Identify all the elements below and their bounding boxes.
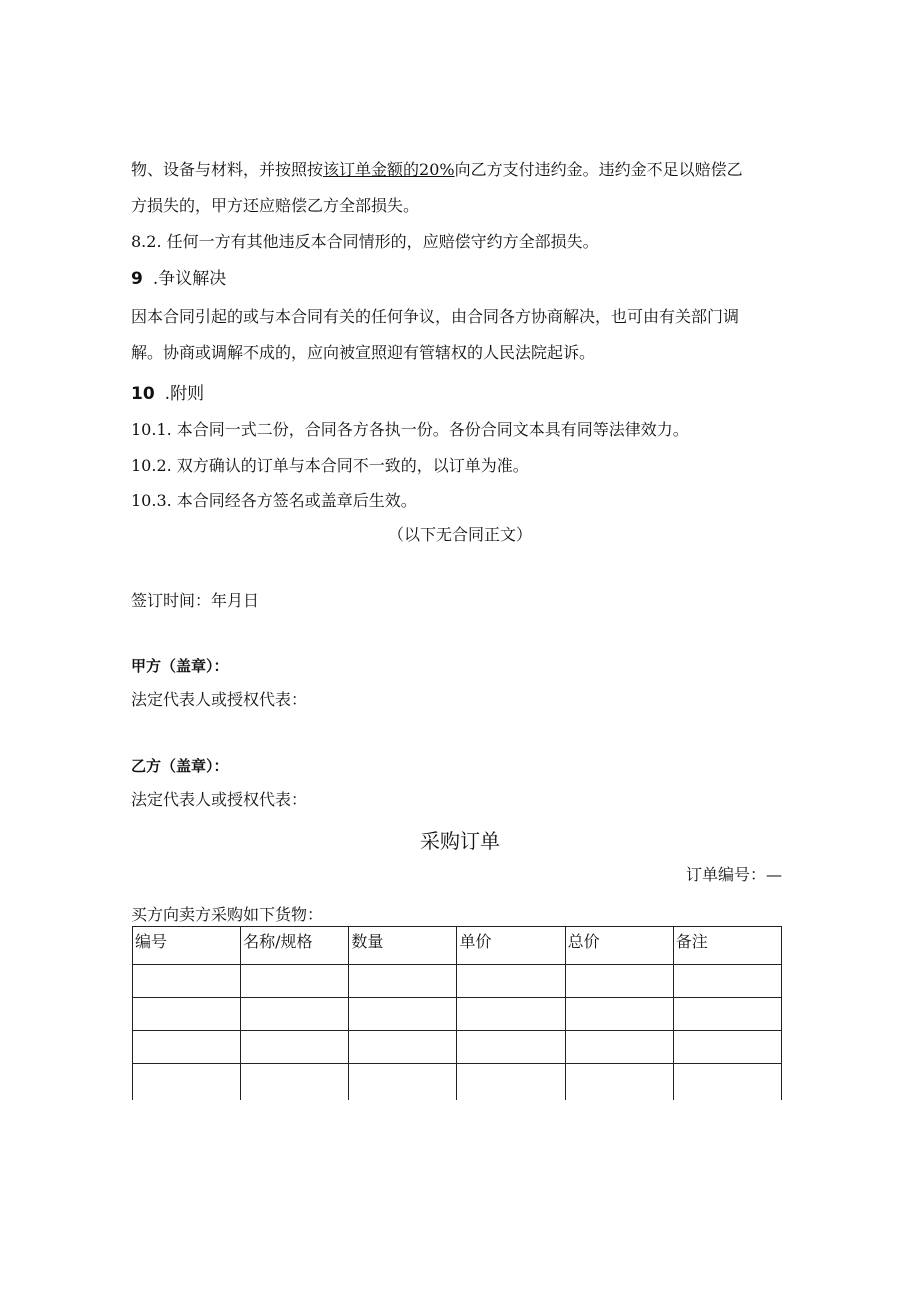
section-10-heading xyxy=(131,384,204,404)
table-cell xyxy=(565,1064,673,1101)
table-cell xyxy=(349,965,457,998)
purchase-order-title: 采购订单 xyxy=(420,829,500,853)
table-cell xyxy=(673,965,781,998)
clause-8-1-underlined-amount: 该订单金额的20% xyxy=(323,160,455,179)
table-cell xyxy=(133,965,241,998)
order-number: 订单编号：— xyxy=(685,865,782,884)
column-header-remarks: 备注 xyxy=(673,927,781,965)
table-cell xyxy=(457,965,565,998)
section-9-heading xyxy=(131,269,226,289)
table-cell xyxy=(565,965,673,998)
party-b-label: 乙方（盖章）： xyxy=(131,757,229,775)
table-cell xyxy=(241,1031,349,1064)
party-a-representative: 法定代表人或授权代表： xyxy=(131,690,308,709)
party-b-representative: 法定代表人或授权代表： xyxy=(131,790,308,809)
section-10-number: 10 xyxy=(131,384,155,404)
column-header-quantity: 数量 xyxy=(349,927,457,965)
column-header-name-spec: 名称/规格 xyxy=(241,927,349,965)
table-cell xyxy=(349,1064,457,1101)
table-header-row xyxy=(133,927,782,965)
table-cell xyxy=(133,998,241,1031)
party-a-label: 甲方（盖章）： xyxy=(131,657,229,675)
section-9-line-2: 解。协商或调解不成的，应向被宣照迎有管辖权的人民法院起诉。 xyxy=(131,343,596,362)
table-cell xyxy=(673,998,781,1031)
clause-10-2: 10.2. 双方确认的订单与本合同不一致的，以订单为准。 xyxy=(131,456,529,475)
clause-8-1-line-2: 方损失的，甲方还应赔偿乙方全部损失。 xyxy=(131,196,420,215)
table-cell xyxy=(457,1031,565,1064)
clause-8-1-text-pre: 物、设备与材料，并按照按 xyxy=(131,160,324,179)
section-9-title: .争议解决 xyxy=(152,269,227,289)
table-row xyxy=(133,1031,782,1064)
table-cell xyxy=(349,998,457,1031)
table-row xyxy=(133,1064,782,1101)
table-cell xyxy=(349,1031,457,1064)
end-of-contract-note: （以下无合同正文） xyxy=(387,525,532,544)
purchase-intro: 买方向卖方采购如下货物： xyxy=(131,905,324,924)
column-header-total-price: 总价 xyxy=(565,927,673,965)
table-cell xyxy=(457,1064,565,1101)
table-cell xyxy=(565,1031,673,1064)
table-cell xyxy=(457,998,565,1031)
signing-date: 签订时间：年月日 xyxy=(131,591,260,610)
column-header-number: 编号 xyxy=(133,927,241,965)
clause-8-1-text-post: 向乙方支付违约金。违约金不足以赔偿乙 xyxy=(454,160,743,179)
section-9-line-1: 因本合同引起的或与本合同有关的任何争议，由合同各方协商解决，也可由有关部门调 xyxy=(131,307,740,326)
clause-8-2: 8.2. 任何一方有其他违反本合同情形的，应赔偿守约方全部损失。 xyxy=(131,232,599,251)
clause-10-3: 10.3. 本合同经各方签名或盖章后生效。 xyxy=(131,491,417,510)
table-cell xyxy=(565,998,673,1031)
table-row xyxy=(133,965,782,998)
table-cell xyxy=(133,1031,241,1064)
table-cell xyxy=(673,1031,781,1064)
purchase-order-table xyxy=(132,926,782,1100)
table-cell xyxy=(241,1064,349,1101)
clause-10-1: 10.1. 本合同一式二份，合同各方各执一份。各份合同文本具有同等法律效力。 xyxy=(131,420,689,439)
table-cell xyxy=(241,965,349,998)
table-cell xyxy=(241,998,349,1031)
column-header-unit-price: 单价 xyxy=(457,927,565,965)
table-row xyxy=(133,998,782,1031)
table-cell xyxy=(133,1064,241,1101)
section-10-title: .附则 xyxy=(164,384,205,404)
table-cell xyxy=(673,1064,781,1101)
clause-8-1-line-1 xyxy=(131,160,743,180)
section-9-number: 9 xyxy=(131,269,143,289)
